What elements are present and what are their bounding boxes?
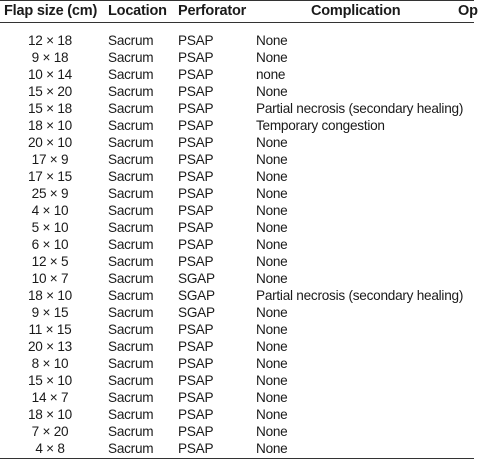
cell-complication: None (256, 407, 288, 422)
cell-flap-size: 12 × 5 (31, 254, 69, 269)
table-row (0, 83, 474, 100)
table-row (0, 406, 474, 423)
cell-flap-size: 7 × 20 (31, 424, 69, 439)
cell-perforator: PSAP (178, 254, 214, 269)
cell-flap-size: 10 × 7 (31, 271, 69, 286)
table-row (0, 287, 474, 304)
cell-perforator: PSAP (178, 135, 214, 150)
table-header (0, 0, 478, 22)
cell-complication: None (256, 50, 288, 65)
cell-perforator: PSAP (178, 101, 214, 116)
cell-complication: None (256, 186, 288, 201)
cell-perforator: PSAP (178, 152, 214, 167)
cell-complication: None (256, 305, 288, 320)
table-row (0, 253, 474, 270)
cell-flap-size: 9 × 18 (31, 50, 69, 65)
table-row (0, 49, 474, 66)
cell-complication: None (256, 33, 288, 48)
table-row (0, 321, 474, 338)
cell-perforator: SGAP (178, 288, 215, 303)
cell-perforator: SGAP (178, 305, 215, 320)
cell-perforator: PSAP (178, 339, 214, 354)
table-header-rule (0, 22, 474, 23)
table-row (0, 372, 474, 389)
cell-perforator: PSAP (178, 373, 214, 388)
cell-flap-size: 20 × 13 (28, 339, 72, 354)
cell-location: Sacrum (108, 33, 154, 48)
cell-location: Sacrum (108, 373, 154, 388)
header-location: Location (108, 3, 167, 19)
cell-perforator: PSAP (178, 390, 214, 405)
cell-flap-size: 15 × 10 (28, 373, 72, 388)
cell-location: Sacrum (108, 237, 154, 252)
table-row (0, 134, 474, 151)
table-row (0, 219, 474, 236)
cell-complication: None (256, 339, 288, 354)
cell-perforator: PSAP (178, 220, 214, 235)
cell-location: Sacrum (108, 50, 154, 65)
cell-location: Sacrum (108, 186, 154, 201)
cell-location: Sacrum (108, 203, 154, 218)
cell-complication: None (256, 135, 288, 150)
cell-complication: None (256, 271, 288, 286)
cell-complication: None (256, 424, 288, 439)
cell-location: Sacrum (108, 390, 154, 405)
cell-complication: None (256, 220, 288, 235)
cell-complication: None (256, 254, 288, 269)
table-row (0, 389, 474, 406)
cell-flap-size: 14 × 7 (31, 390, 69, 405)
table-row (0, 66, 474, 83)
cell-location: Sacrum (108, 339, 154, 354)
cell-complication: none (256, 67, 286, 82)
cell-location: Sacrum (108, 169, 154, 184)
table-row (0, 151, 474, 168)
cell-flap-size: 17 × 15 (28, 169, 72, 184)
table-row (0, 440, 474, 457)
cell-perforator: PSAP (178, 118, 214, 133)
cell-location: Sacrum (108, 424, 154, 439)
cell-location: Sacrum (108, 271, 154, 286)
table-row (0, 185, 474, 202)
cell-complication: None (256, 152, 288, 167)
cell-location: Sacrum (108, 152, 154, 167)
cell-perforator: PSAP (178, 186, 214, 201)
cell-perforator: PSAP (178, 67, 214, 82)
cell-perforator: PSAP (178, 237, 214, 252)
cell-perforator: PSAP (178, 33, 214, 48)
cell-flap-size: 12 × 18 (28, 33, 72, 48)
table-row (0, 270, 474, 287)
cell-perforator: PSAP (178, 203, 214, 218)
table-row (0, 168, 474, 185)
cell-location: Sacrum (108, 322, 154, 337)
cell-flap-size: 10 × 14 (28, 67, 72, 82)
cell-flap-size: 9 × 15 (31, 305, 69, 320)
cell-perforator: PSAP (178, 322, 214, 337)
cell-flap-size: 15 × 18 (28, 101, 72, 116)
cell-flap-size: 15 × 20 (28, 84, 72, 99)
header-op: Op (458, 3, 478, 19)
cell-location: Sacrum (108, 441, 154, 456)
cell-flap-size: 18 × 10 (28, 407, 72, 422)
cell-location: Sacrum (108, 305, 154, 320)
cell-perforator: PSAP (178, 356, 214, 371)
cell-location: Sacrum (108, 135, 154, 150)
cell-complication: None (256, 373, 288, 388)
table-row (0, 236, 474, 253)
table-body (0, 32, 474, 457)
cell-complication: None (256, 322, 288, 337)
cell-perforator: PSAP (178, 441, 214, 456)
cell-complication: None (256, 441, 288, 456)
cell-perforator: PSAP (178, 84, 214, 99)
table-row (0, 117, 474, 134)
cell-location: Sacrum (108, 254, 154, 269)
cell-flap-size: 5 × 10 (31, 220, 69, 235)
cell-complication: Partial necrosis (secondary healing) (256, 288, 464, 303)
cell-complication: None (256, 390, 288, 405)
cell-flap-size: 4 × 10 (31, 203, 69, 218)
cell-flap-size: 4 × 8 (35, 441, 65, 456)
cell-location: Sacrum (108, 356, 154, 371)
cell-flap-size: 20 × 10 (28, 135, 72, 150)
table-row (0, 304, 474, 321)
table-row (0, 423, 474, 440)
cell-perforator: PSAP (178, 424, 214, 439)
cell-location: Sacrum (108, 67, 154, 82)
cell-complication: None (256, 203, 288, 218)
cell-location: Sacrum (108, 288, 154, 303)
cell-flap-size: 6 × 10 (31, 237, 69, 252)
cell-flap-size: 18 × 10 (28, 118, 72, 133)
cell-flap-size: 18 × 10 (28, 288, 72, 303)
cell-location: Sacrum (108, 101, 154, 116)
cell-location: Sacrum (108, 220, 154, 235)
table-row (0, 338, 474, 355)
table-row (0, 100, 474, 117)
cell-complication: None (256, 84, 288, 99)
cell-complication: None (256, 356, 288, 371)
cell-perforator: SGAP (178, 271, 215, 286)
cell-flap-size: 17 × 9 (31, 152, 69, 167)
table-row (0, 355, 474, 372)
cell-complication: Temporary congestion (256, 118, 385, 133)
table-row (0, 202, 474, 219)
cell-perforator: PSAP (178, 50, 214, 65)
cell-perforator: PSAP (178, 169, 214, 184)
cell-complication: Partial necrosis (secondary healing) (256, 101, 464, 116)
cell-complication: None (256, 237, 288, 252)
table-bottom-rule (0, 458, 474, 459)
cell-complication: None (256, 169, 288, 184)
header-perforator: Perforator (178, 3, 247, 19)
cell-location: Sacrum (108, 407, 154, 422)
cell-location: Sacrum (108, 118, 154, 133)
cell-flap-size: 25 × 9 (31, 186, 69, 201)
header-flap-size: Flap size (cm) (4, 3, 98, 19)
header-complication: Complication (311, 3, 401, 19)
cell-flap-size: 11 × 15 (28, 322, 72, 337)
cell-flap-size: 8 × 10 (31, 356, 69, 371)
table-row (0, 32, 474, 49)
cell-location: Sacrum (108, 84, 154, 99)
cell-perforator: PSAP (178, 407, 214, 422)
